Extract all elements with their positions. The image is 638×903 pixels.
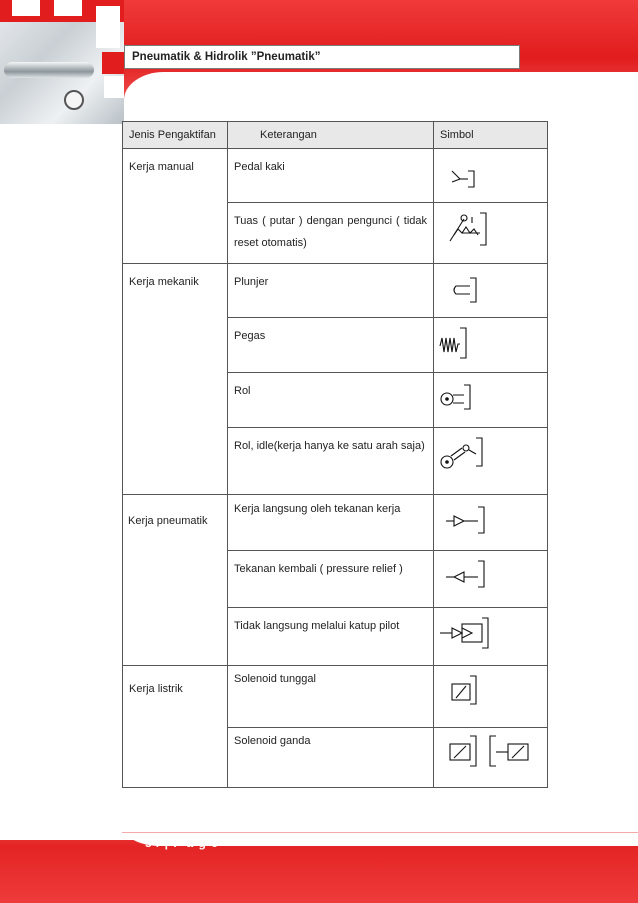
pressure-relief-symbol-icon — [434, 551, 547, 607]
symbol-cell — [434, 318, 548, 373]
description-cell: Solenoid tunggal — [228, 666, 434, 728]
column-header: Simbol — [434, 122, 548, 149]
group-label-cell — [123, 149, 228, 264]
description-cell: Solenoid ganda — [228, 728, 434, 788]
group-label: Kerja manual — [129, 161, 194, 173]
symbol-cell — [434, 608, 548, 666]
spring-symbol-icon — [434, 318, 547, 372]
group-label-cell — [123, 495, 228, 666]
description-cell: Kerja langsung oleh tekanan kerja — [228, 495, 434, 551]
description-cell: Tuas ( putar ) dengan pengunci ( tidak reset otomatis) — [228, 203, 434, 264]
lever-detent-symbol-icon — [434, 203, 547, 263]
symbol-cell — [434, 728, 548, 788]
symbol-cell — [434, 551, 548, 608]
header-curve — [124, 72, 638, 122]
header-photo — [0, 0, 124, 124]
symbol-cell — [434, 666, 548, 728]
idle-roller-symbol-icon — [434, 428, 547, 494]
symbol-cell — [434, 428, 548, 495]
roller-symbol-icon — [434, 373, 547, 427]
footer-line — [122, 832, 638, 833]
double-solenoid-symbol-icon — [434, 728, 547, 787]
description-cell: Tekanan kembali ( pressure relief ) — [228, 551, 434, 608]
document-title-box — [124, 45, 520, 69]
symbol-cell — [434, 373, 548, 428]
column-header: Jenis Pengaktifan — [123, 122, 228, 149]
pedal-symbol-icon — [434, 149, 547, 202]
table-row — [123, 264, 548, 318]
page-number: 54 | P a g e — [145, 836, 219, 850]
symbol-cell — [434, 264, 548, 318]
actuation-table — [122, 121, 548, 788]
table-header-row — [123, 122, 548, 149]
description-cell: Plunjer — [228, 264, 434, 318]
group-label: Kerja pneumatik — [128, 515, 208, 527]
group-label-cell — [123, 264, 228, 495]
group-label: Kerja mekanik — [129, 276, 199, 288]
plunger-symbol-icon — [434, 264, 547, 317]
group-label: Kerja listrik — [129, 683, 183, 695]
symbol-cell — [434, 203, 548, 264]
single-solenoid-symbol-icon — [434, 666, 547, 727]
description-cell: Pedal kaki — [228, 149, 434, 203]
table-row — [123, 149, 548, 203]
description-cell: Tidak langsung melalui katup pilot — [228, 608, 434, 666]
group-label-cell — [123, 666, 228, 788]
pilot-valve-symbol-icon — [434, 608, 547, 665]
symbol-cell — [434, 149, 548, 203]
description-cell: Rol, idle(kerja hanya ke satu arah saja) — [228, 428, 434, 495]
description-cell: Rol — [228, 373, 434, 428]
document-title: Pneumatik & Hidrolik ”Pneumatik” — [132, 51, 321, 63]
table-row — [123, 666, 548, 728]
symbol-cell — [434, 495, 548, 551]
column-header: Keterangan — [228, 122, 434, 149]
table-row — [123, 495, 548, 551]
description-cell: Pegas — [228, 318, 434, 373]
direct-pressure-symbol-icon — [434, 495, 547, 550]
